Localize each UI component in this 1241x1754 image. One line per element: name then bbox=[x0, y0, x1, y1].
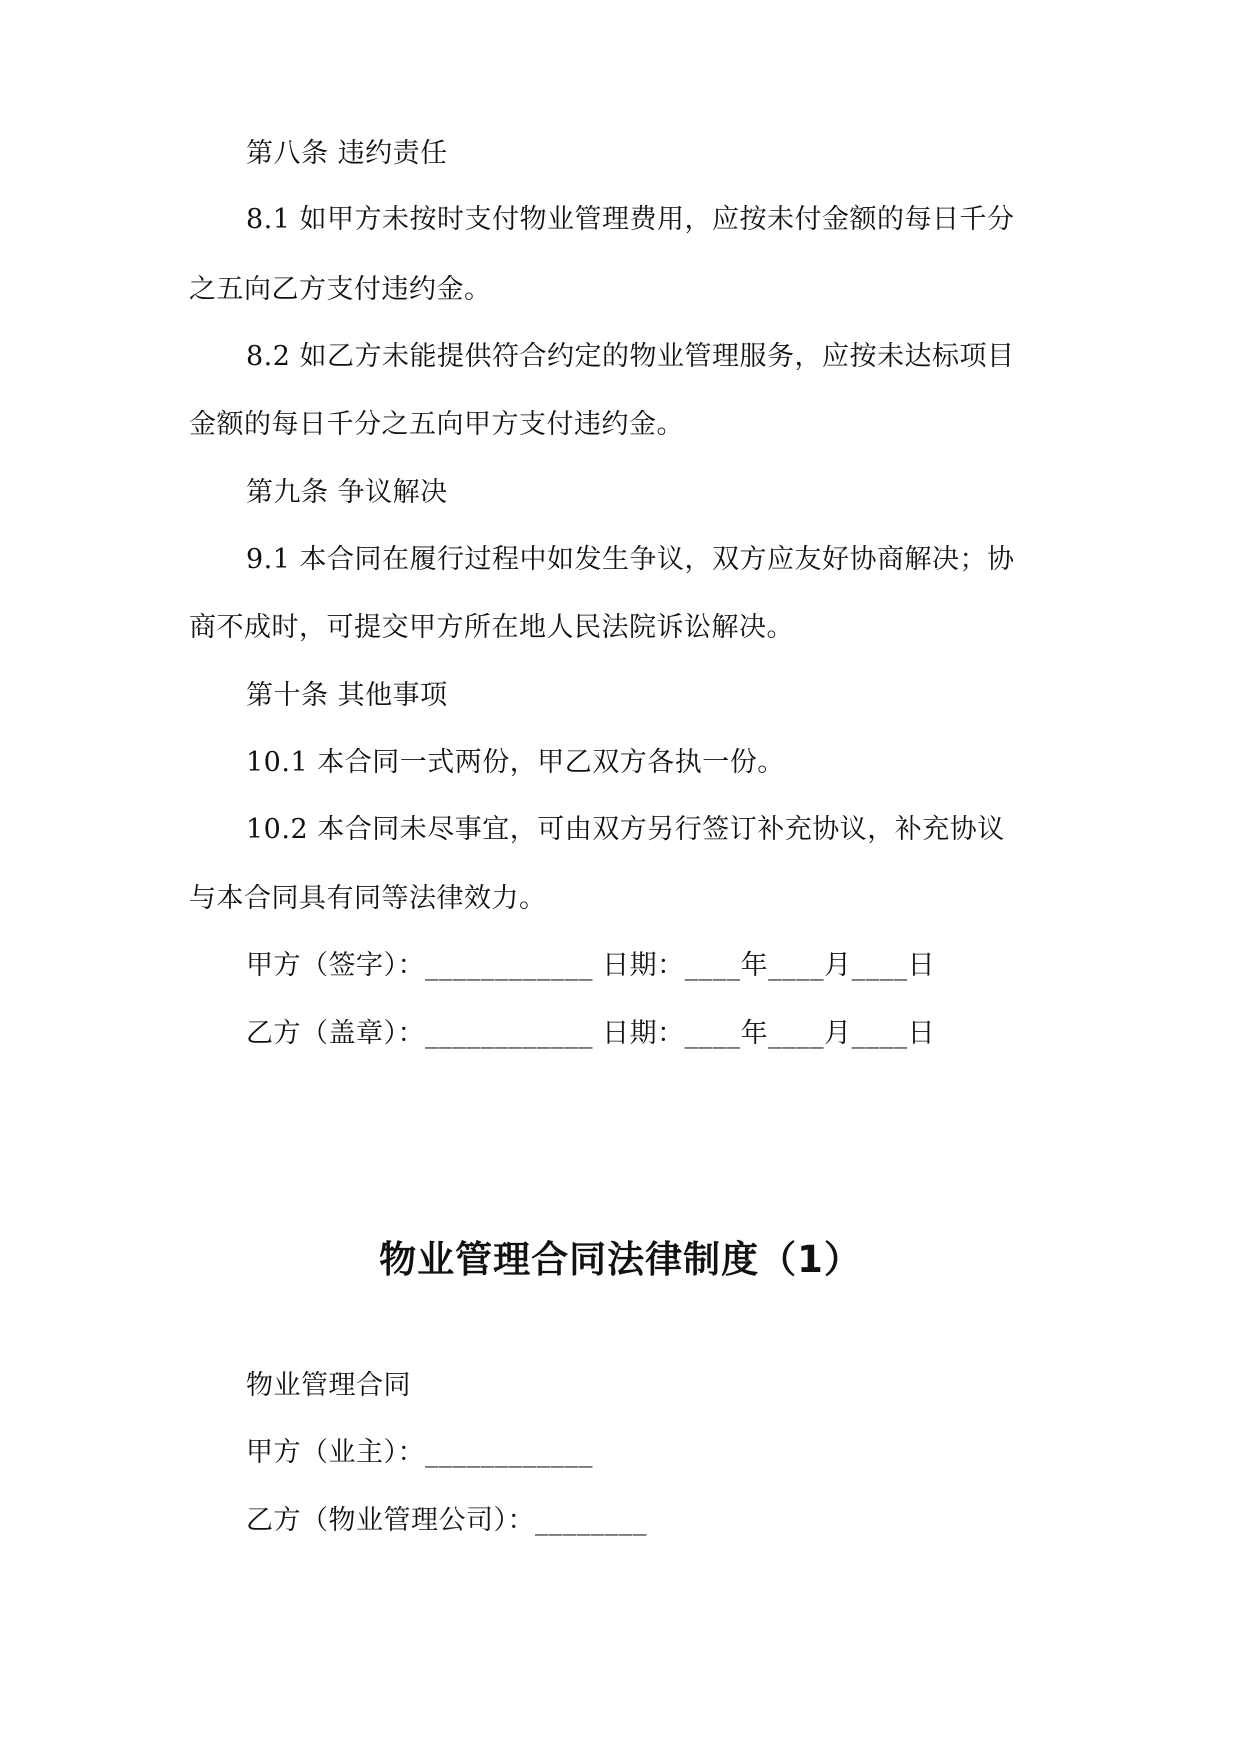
article-9-heading: 第九条 争议解决 bbox=[246, 477, 448, 508]
clause-8-1-line-1: 8.1 如甲方未按时支付物业管理费用，应按未付金额的每日千分 bbox=[246, 204, 1015, 235]
article-8-heading: 第八条 违约责任 bbox=[246, 138, 448, 169]
clause-8-2-line-1: 8.2 如乙方未能提供符合约定的物业管理服务，应按未达标项目 bbox=[246, 341, 1015, 372]
section-title: 物业管理合同法律制度（1） bbox=[379, 1238, 862, 1281]
clause-10-2-line-1: 10.2 本合同未尽事宜，可由双方另行签订补充协议，补充协议 bbox=[246, 814, 1005, 845]
clause-8-1-line-2: 之五向乙方支付违约金。 bbox=[189, 274, 492, 305]
clause-9-1-line-1: 9.1 本合同在履行过程中如发生争议，双方应友好协商解决；协 bbox=[246, 544, 1015, 575]
clause-10-1: 10.1 本合同一式两份，甲乙双方各执一份。 bbox=[246, 747, 785, 778]
party-a-signature-line: 甲方（签字）：____________ 日期：____年____月____日 bbox=[246, 950, 936, 981]
article-10-heading: 第十条 其他事项 bbox=[246, 680, 448, 711]
party-b-seal-line: 乙方（盖章）：____________ 日期：____年____月____日 bbox=[246, 1018, 936, 1049]
clause-8-2-line-2: 金额的每日千分之五向甲方支付违约金。 bbox=[189, 409, 684, 440]
clause-9-1-line-2: 商不成时，可提交甲方所在地人民法院诉讼解决。 bbox=[189, 612, 794, 643]
contract-subtitle: 物业管理合同 bbox=[246, 1370, 411, 1401]
party-b-company-line: 乙方（物业管理公司）：________ bbox=[246, 1505, 647, 1536]
party-a-owner-line: 甲方（业主）：____________ bbox=[246, 1437, 593, 1468]
clause-10-2-line-2: 与本合同具有同等法律效力。 bbox=[189, 883, 547, 914]
